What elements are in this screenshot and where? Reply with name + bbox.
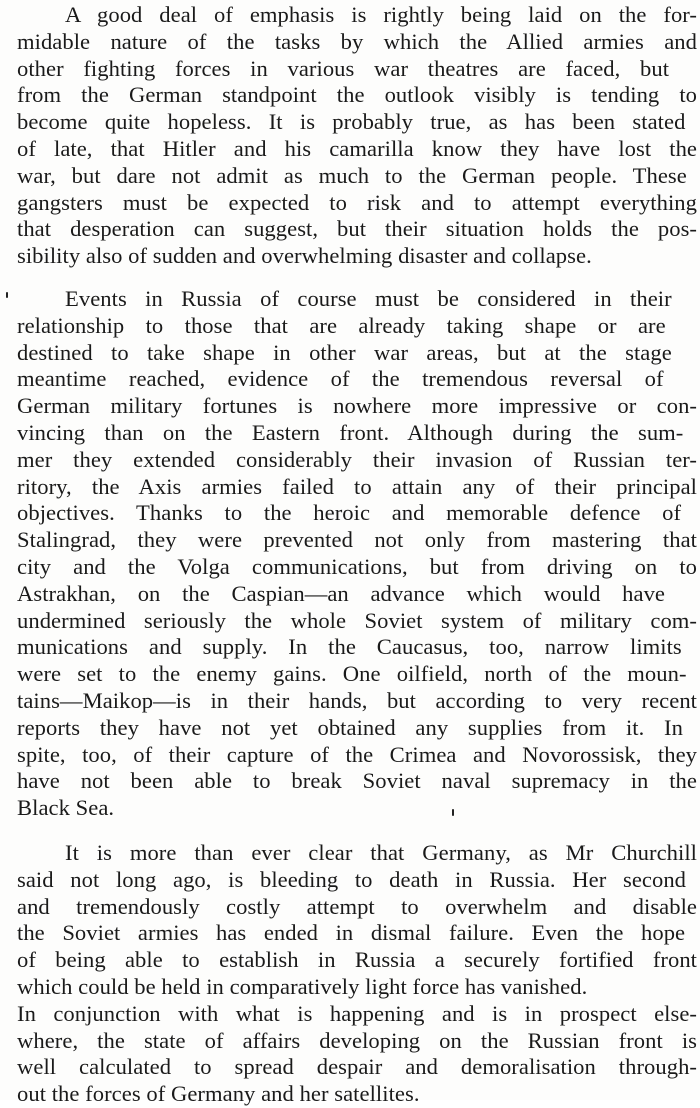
text-line: from the German standpoint the outlook visibly is tending to	[17, 82, 697, 108]
text-line: become quite hopeless. It is probably true, as has been stated	[17, 109, 686, 135]
text-line: Black Sea.	[17, 795, 115, 821]
paragraph-1	[17, 2, 697, 270]
text-line: relationship to those that are already taking shape or are	[17, 312, 666, 338]
text-line: out the forces of Germany and her satellites.	[17, 1081, 420, 1107]
print-speck	[452, 809, 454, 816]
print-speck	[6, 292, 8, 298]
text-line: vincing than on the Eastern front. Although during the sum-	[17, 419, 684, 445]
text-line: reports they have not yet obtained any supplies from it. In	[17, 714, 683, 740]
paragraph-3	[17, 840, 697, 1108]
text-line: munications and supply. In the Caucasus, too, narrow limits	[17, 634, 682, 660]
text-line: spite, too, of their capture of the Crimea and Novorossisk, they	[17, 741, 697, 767]
text-line: ritory, the Axis armies failed to attain any of their principal	[17, 473, 697, 499]
text-line: were set to the enemy gains. One oilfield, north of the moun-	[17, 661, 687, 687]
text-line: German military fortunes is nowhere more impressive or con-	[17, 393, 697, 419]
text-line: said not long ago, is bleeding to death in Russia. Her second	[17, 866, 687, 892]
text-line: the Soviet armies has ended in dismal failure. Even the hope	[17, 920, 686, 946]
text-line: of being able to establish in Russia a securely fortified front	[17, 947, 697, 973]
text-line: other fighting forces in various war theatres are faced, but	[17, 55, 670, 81]
text-line: A good deal of emphasis is rightly being laid on the for-	[65, 2, 697, 27]
text-line: Stalingrad, they were prevented not only from mastering that	[17, 527, 697, 553]
text-line: have not been able to break Soviet naval supremacy in the	[17, 768, 697, 794]
text-line: mer they extended considerably their invasion of Russian ter-	[17, 446, 697, 472]
text-line: objectives. Thanks to the heroic and memorable defence of	[17, 500, 682, 526]
text-line: that desperation can suggest, but their situation holds the pos-	[17, 216, 697, 242]
text-line: sibility also of sudden and overwhelming disaster and collapse.	[17, 243, 592, 269]
text-line: midable nature of the tasks by which the Allied armies and	[17, 28, 697, 54]
text-line: destined to take shape in other war areas, but at the stage	[17, 339, 672, 365]
text-line: meantime reached, evidence of the tremendous reversal of	[17, 366, 664, 392]
text-line: Events in Russia of course must be considered in their	[65, 286, 672, 311]
text-line: undermined seriously the whole Soviet system of military com-	[17, 607, 697, 633]
text-line: of late, that Hitler and his camarilla know they have lost the	[17, 135, 697, 161]
text-line: city and the Volga communications, but from driving on to	[17, 553, 697, 579]
text-line: where, the state of affairs developing on the Russian front is	[17, 1027, 697, 1053]
text-line: tains—Maikop—is in their hands, but according to very recent	[17, 687, 697, 713]
text-line: well calculated to spread despair and demoralisation through-	[17, 1054, 697, 1080]
text-line: gangsters must be expected to risk and to attempt everything	[17, 189, 697, 215]
text-line: which could be held in comparatively light force has vanished.	[17, 973, 588, 999]
text-line: Astrakhan, on the Caspian—an advance which would have	[17, 580, 665, 606]
paragraph-2	[17, 286, 697, 822]
text-line: In conjunction with what is happening and is in prospect else-	[17, 1000, 697, 1026]
text-line: and tremendously costly attempt to overwhelm and disable	[17, 893, 697, 919]
text-line: It is more than ever clear that Germany, as Mr Churchill	[65, 840, 697, 865]
text-line: war, but dare not admit as much to the German people. These	[17, 162, 687, 188]
